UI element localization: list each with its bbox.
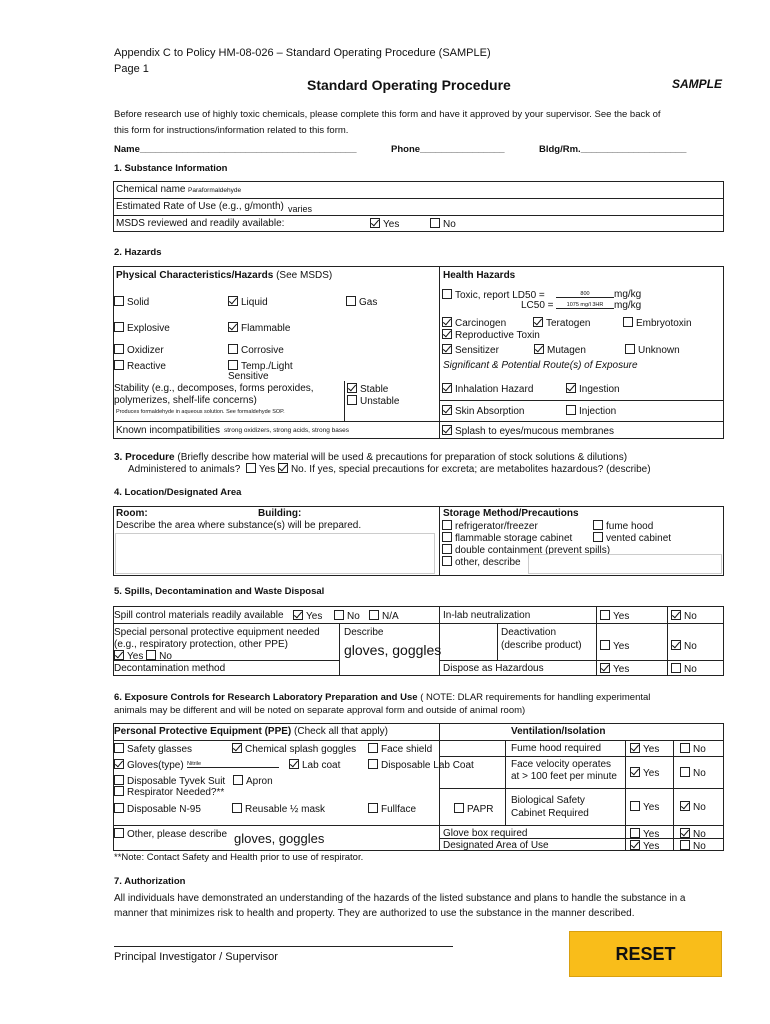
gloves-type-checkbox[interactable]: [114, 759, 124, 769]
mutagen-option[interactable]: Mutagen: [534, 344, 586, 357]
decon-method-label: Decontamination method: [114, 663, 226, 674]
chemical-name-input[interactable]: Paraformaldehyde: [188, 187, 242, 194]
unstable-checkbox[interactable]: [347, 395, 357, 405]
deactivation-label-2: (describe product): [501, 640, 582, 651]
reset-button[interactable]: RESET: [569, 931, 722, 977]
embryotoxin-option[interactable]: Embryotoxin: [623, 317, 692, 330]
deact-no-checkbox[interactable]: [671, 640, 681, 650]
section-5-heading: 5. Spills, Decontamination and Waste Disposal: [114, 586, 325, 597]
inhalation-option[interactable]: Inhalation Hazard: [442, 383, 533, 396]
double-containment-checkbox[interactable]: [442, 544, 452, 554]
flammable-checkbox[interactable]: [228, 322, 238, 332]
face-vel-no-checkbox[interactable]: [680, 767, 690, 777]
ppe-header: Personal Protective Equipment (PPE) (Check all that apply): [114, 726, 388, 737]
special-ppe-yes-checkbox[interactable]: [114, 650, 124, 660]
inlab-yes-option[interactable]: Yes: [600, 610, 629, 623]
name-field[interactable]: Name_________________________________________: [114, 144, 357, 155]
special-ppe-no-checkbox[interactable]: [146, 650, 156, 660]
msds-no-option[interactable]: No: [430, 218, 456, 231]
corrosive-checkbox[interactable]: [228, 344, 238, 354]
other-storage-option[interactable]: other, describe: [442, 556, 521, 569]
bldg-room-field[interactable]: Bldg/Rm.____________________: [539, 144, 687, 155]
section-4-heading: 4. Location/Designated Area: [114, 487, 242, 498]
msds-yes-option[interactable]: Yes: [370, 218, 399, 231]
skin-absorption-checkbox[interactable]: [442, 405, 452, 415]
half-mask-checkbox[interactable]: [232, 803, 242, 813]
special-ppe-label-1: Special personal protective equipment needed: [114, 627, 320, 638]
fullface-checkbox[interactable]: [368, 803, 378, 813]
special-ppe-options: Yes No: [114, 650, 172, 663]
ingestion-checkbox[interactable]: [566, 383, 576, 393]
temp-light-option[interactable]: Temp./Light: [228, 360, 293, 373]
section-2-heading: 2. Hazards: [114, 247, 162, 258]
double-containment-option[interactable]: double containment (prevent spills): [442, 544, 610, 557]
skin-absorption-option[interactable]: Skin Absorption: [442, 405, 525, 418]
bsc-yes-checkbox[interactable]: [630, 801, 640, 811]
mutagen-checkbox[interactable]: [534, 344, 544, 354]
spill-no-checkbox[interactable]: [334, 610, 344, 620]
glovebox-yes-option[interactable]: Yes: [630, 828, 659, 841]
solid-checkbox[interactable]: [114, 296, 124, 306]
lc50-input[interactable]: 1075 mg/l 3HR: [556, 302, 614, 309]
carcinogen-checkbox[interactable]: [442, 317, 452, 327]
inlab-no-checkbox[interactable]: [671, 610, 681, 620]
face-shield-checkbox[interactable]: [368, 743, 378, 753]
apron-checkbox[interactable]: [233, 775, 243, 785]
injection-checkbox[interactable]: [566, 405, 576, 415]
animals-question: Administered to animals? Yes No. If yes, special precautions for excreta; are metabolites hazardous? (describe): [128, 464, 651, 475]
dispose-no-checkbox[interactable]: [671, 663, 681, 673]
gas-option[interactable]: Gas: [346, 296, 377, 309]
designated-area-label: Designated Area of Use: [443, 840, 549, 851]
gas-checkbox[interactable]: [346, 296, 356, 306]
spill-yes-checkbox[interactable]: [293, 610, 303, 620]
fridge-option[interactable]: refrigerator/freezer: [442, 520, 538, 533]
splash-checkbox[interactable]: [442, 425, 452, 435]
intro-line-1: Before research use of highly toxic chemicals, please complete this form and have it approved by your supervisor. See the back of: [114, 109, 661, 120]
spill-na-checkbox[interactable]: [369, 610, 379, 620]
phys-hazards-header: Physical Characteristics/Hazards (See MSDS): [116, 270, 333, 281]
building-label: Building:: [258, 508, 302, 519]
spill-yes-option[interactable]: Yes: [293, 610, 322, 623]
face-shield-option[interactable]: Face shield: [368, 743, 432, 756]
dispose-hazardous-label: Dispose as Hazardous: [443, 663, 544, 674]
ld50-input[interactable]: 800: [556, 291, 614, 298]
apron-option[interactable]: Apron: [233, 775, 273, 788]
animals-yes-checkbox[interactable]: [246, 463, 256, 473]
repro-toxin-option[interactable]: Reproductive Toxin: [442, 329, 540, 342]
deactivation-label-1: Deactivation: [501, 627, 557, 638]
n95-option[interactable]: Disposable N-95: [114, 803, 201, 816]
fume-req-no-checkbox[interactable]: [680, 743, 690, 753]
fume-hood-storage-option[interactable]: fume hood: [593, 520, 653, 533]
other-storage-checkbox[interactable]: [442, 556, 452, 566]
authorization-text-2: manner that minimizes risk to health and property. They are authorized to use the substance in the manner described.: [114, 908, 635, 919]
section-3-heading: 3. Procedure (Briefly describe how material will be used & precautions for preparation of stock solutions & dilutions): [114, 452, 628, 463]
inhalation-checkbox[interactable]: [442, 383, 452, 393]
fridge-checkbox[interactable]: [442, 520, 452, 530]
liquid-option[interactable]: Liquid: [228, 296, 268, 309]
signature-line[interactable]: [114, 946, 453, 947]
injection-option[interactable]: Injection: [566, 405, 616, 418]
rate-of-use-input[interactable]: varies: [288, 204, 313, 214]
gloves-type-input[interactable]: Nitrile: [187, 761, 279, 768]
section-6-note: animals may be different and will be noted on separate approval form and outside of animal room): [114, 705, 526, 716]
dispose-yes-checkbox[interactable]: [600, 663, 610, 673]
msds-no-checkbox[interactable]: [430, 218, 440, 228]
ld50-unit: mg/kg: [614, 289, 642, 300]
face-velocity-label-2: at > 100 feet per minute: [511, 771, 617, 782]
splash-option[interactable]: Splash to eyes/mucous membranes: [442, 425, 614, 438]
liquid-checkbox[interactable]: [228, 296, 238, 306]
papr-option[interactable]: PAPR: [454, 803, 494, 816]
inlab-neutralization-label: In-lab neutralization: [443, 610, 531, 621]
deact-no-option[interactable]: No: [671, 640, 697, 653]
carcinogen-option[interactable]: Carcinogen: [442, 317, 506, 330]
safety-glasses-checkbox[interactable]: [114, 743, 124, 753]
unknown-checkbox[interactable]: [625, 344, 635, 354]
respirator-option[interactable]: Respirator Needed?**: [114, 786, 224, 799]
stability-label-2: polymerizes, shelf-life concerns): [114, 395, 257, 406]
explosive-option[interactable]: Explosive: [114, 322, 170, 335]
lc50-unit: mg/kg: [614, 300, 642, 311]
half-mask-option[interactable]: Reusable ½ mask: [232, 803, 325, 816]
section-7-heading: 7. Authorization: [114, 876, 186, 887]
chem-goggles-checkbox[interactable]: [232, 743, 242, 753]
bsc-label-1: Biological Safety: [511, 795, 585, 806]
face-vel-no-option[interactable]: No: [680, 767, 706, 780]
spill-na-option[interactable]: N/A: [369, 610, 399, 623]
msds-label: MSDS reviewed and readily available:: [116, 218, 285, 229]
n95-checkbox[interactable]: [114, 803, 124, 813]
designated-no-checkbox[interactable]: [680, 840, 690, 850]
flam-cabinet-option[interactable]: flammable storage cabinet: [442, 532, 572, 545]
bsc-no-checkbox[interactable]: [680, 801, 690, 811]
unstable-option[interactable]: Unstable: [347, 395, 399, 408]
storage-header: Storage Method/Precautions: [443, 508, 579, 519]
tyvek-suit-checkbox[interactable]: [114, 775, 124, 785]
reactive-option[interactable]: Reactive: [114, 360, 166, 373]
deact-yes-checkbox[interactable]: [600, 640, 610, 650]
unknown-option[interactable]: Unknown: [625, 344, 680, 357]
explosive-checkbox[interactable]: [114, 322, 124, 332]
intro-line-2: this form for instructions/information related to this form.: [114, 125, 349, 136]
lab-coat-option[interactable]: Lab coat: [289, 759, 340, 772]
phone-field[interactable]: Phone________________: [391, 144, 505, 155]
other-ppe-input[interactable]: gloves, goggles: [234, 831, 325, 846]
describe-ppe-input[interactable]: gloves, goggles: [344, 642, 442, 658]
authorization-text-1: All individuals have demonstrated an understanding of the hazards of the listed substance and plans to handle the substance in a: [114, 893, 686, 904]
deact-yes-option[interactable]: Yes: [600, 640, 629, 653]
special-ppe-label-2: (e.g., respiratory protection, other PPE): [114, 639, 288, 650]
respirator-checkbox[interactable]: [114, 786, 124, 796]
bsc-no-option[interactable]: No: [680, 801, 706, 814]
ventilation-header: Ventilation/Isolation: [511, 726, 606, 737]
teratogen-checkbox[interactable]: [533, 317, 543, 327]
appendix-line: Appendix C to Policy HM-08-026 – Standard Operating Procedure (SAMPLE): [114, 47, 491, 59]
chemical-name-label: Chemical name: [116, 184, 186, 195]
glovebox-no-option[interactable]: No: [680, 828, 706, 841]
solid-option[interactable]: Solid: [114, 296, 149, 309]
routes-label: Significant & Potential Route(s) of Exposure: [443, 360, 638, 371]
corrosive-option[interactable]: Corrosive: [228, 344, 284, 357]
flammable-option[interactable]: Flammable: [228, 322, 290, 335]
papr-checkbox[interactable]: [454, 803, 464, 813]
bsc-yes-option[interactable]: Yes: [630, 801, 659, 814]
describe-ppe-label: Describe: [344, 627, 384, 638]
face-velocity-label-1: Face velocity operates: [511, 759, 612, 770]
chem-goggles-option[interactable]: Chemical splash goggles: [232, 743, 356, 756]
embryotoxin-checkbox[interactable]: [623, 317, 633, 327]
fume-req-no-option[interactable]: No: [680, 743, 706, 756]
oxidizer-checkbox[interactable]: [114, 344, 124, 354]
dispose-yes-option[interactable]: Yes: [600, 663, 629, 676]
section-1-heading: 1. Substance Information: [114, 163, 228, 174]
section-6-heading: 6. Exposure Controls for Research Laboratory Preparation and Use ( NOTE: DLAR requirements for handling experimental: [114, 692, 651, 703]
glove-box-label: Glove box required: [443, 828, 528, 839]
teratogen-option[interactable]: Teratogen: [533, 317, 590, 330]
other-storage-input[interactable]: [528, 554, 722, 574]
toxic-option[interactable]: Toxic, report LD50 =: [442, 289, 545, 302]
toxic-checkbox[interactable]: [442, 289, 452, 299]
stability-note[interactable]: Produces formaldehyde in aqueous solution. See formaldehyde SOP.: [116, 409, 285, 415]
face-vel-yes-checkbox[interactable]: [630, 767, 640, 777]
rate-of-use-label: Estimated Rate of Use (e.g., g/month): [116, 201, 284, 212]
sensitizer-option[interactable]: Sensitizer: [442, 344, 499, 357]
respirator-note: **Note: Contact Safety and Health prior to use of respirator.: [114, 852, 364, 863]
repro-toxin-checkbox[interactable]: [442, 329, 452, 339]
vented-cabinet-option[interactable]: vented cabinet: [593, 532, 671, 545]
face-vel-yes-option[interactable]: Yes: [630, 767, 659, 780]
stability-label-1: Stability (e.g., decomposes, forms peroxides,: [114, 383, 314, 394]
spill-control-label: Spill control materials readily available: [114, 610, 284, 621]
gloves-type-option[interactable]: Gloves(type): [114, 759, 184, 772]
incompatibilities-label: Known incompatibilities: [116, 425, 220, 436]
inlab-yes-checkbox[interactable]: [600, 610, 610, 620]
fume-hood-storage-checkbox[interactable]: [593, 520, 603, 530]
describe-area-label: Describe the area where substance(s) will be prepared.: [116, 520, 362, 531]
temp-light-checkbox[interactable]: [228, 360, 238, 370]
dispose-no-option[interactable]: No: [671, 663, 697, 676]
stable-option[interactable]: Stable: [347, 383, 388, 396]
fume-req-yes-checkbox[interactable]: [630, 743, 640, 753]
temp-light-label-2: Sensitive: [228, 371, 269, 382]
oxidizer-option[interactable]: Oxidizer: [114, 344, 164, 357]
reactive-checkbox[interactable]: [114, 360, 124, 370]
fume-hood-required-label: Fume hood required: [511, 743, 602, 754]
tyvek-suit-option[interactable]: Disposable Tyvek Suit: [114, 775, 225, 788]
designated-yes-option[interactable]: Yes: [630, 840, 659, 853]
ingestion-option[interactable]: Ingestion: [566, 383, 620, 396]
other-ppe-option[interactable]: Other, please describe: [114, 828, 227, 841]
safety-glasses-option[interactable]: Safety glasses: [114, 743, 192, 756]
pi-supervisor-label: Principal Investigator / Supervisor: [114, 951, 278, 963]
glovebox-no-checkbox[interactable]: [680, 828, 690, 838]
room-label: Room:: [116, 508, 148, 519]
sample-label: SAMPLE: [672, 77, 723, 91]
disposable-lab-coat-checkbox[interactable]: [368, 759, 378, 769]
spill-no-option[interactable]: No: [334, 610, 360, 623]
page-title: Standard Operating Procedure: [307, 77, 511, 93]
animals-no-checkbox[interactable]: [278, 463, 288, 473]
lc50-label: LC50 =: [521, 300, 554, 311]
describe-area-input[interactable]: [115, 533, 435, 574]
sensitizer-checkbox[interactable]: [442, 344, 452, 354]
incompatibilities-input[interactable]: strong oxidizers, strong acids, strong bases: [224, 427, 350, 434]
inlab-no-option[interactable]: No: [671, 610, 697, 623]
page-number: Page 1: [114, 63, 149, 75]
health-hazards-header: Health Hazards: [443, 270, 516, 281]
glovebox-yes-checkbox[interactable]: [630, 828, 640, 838]
bsc-label-2: Cabinet Required: [511, 808, 589, 819]
fume-req-yes-option[interactable]: Yes: [630, 743, 659, 756]
designated-no-option[interactable]: No: [680, 840, 706, 853]
disposable-lab-coat-option[interactable]: Disposable Lab Coat: [368, 759, 474, 772]
msds-yes-checkbox[interactable]: [370, 218, 380, 228]
flam-cabinet-checkbox[interactable]: [442, 532, 452, 542]
other-ppe-checkbox[interactable]: [114, 828, 124, 838]
vented-cabinet-checkbox[interactable]: [593, 532, 603, 542]
designated-yes-checkbox[interactable]: [630, 840, 640, 850]
fullface-option[interactable]: Fullface: [368, 803, 416, 816]
stable-checkbox[interactable]: [347, 383, 357, 393]
lab-coat-checkbox[interactable]: [289, 759, 299, 769]
